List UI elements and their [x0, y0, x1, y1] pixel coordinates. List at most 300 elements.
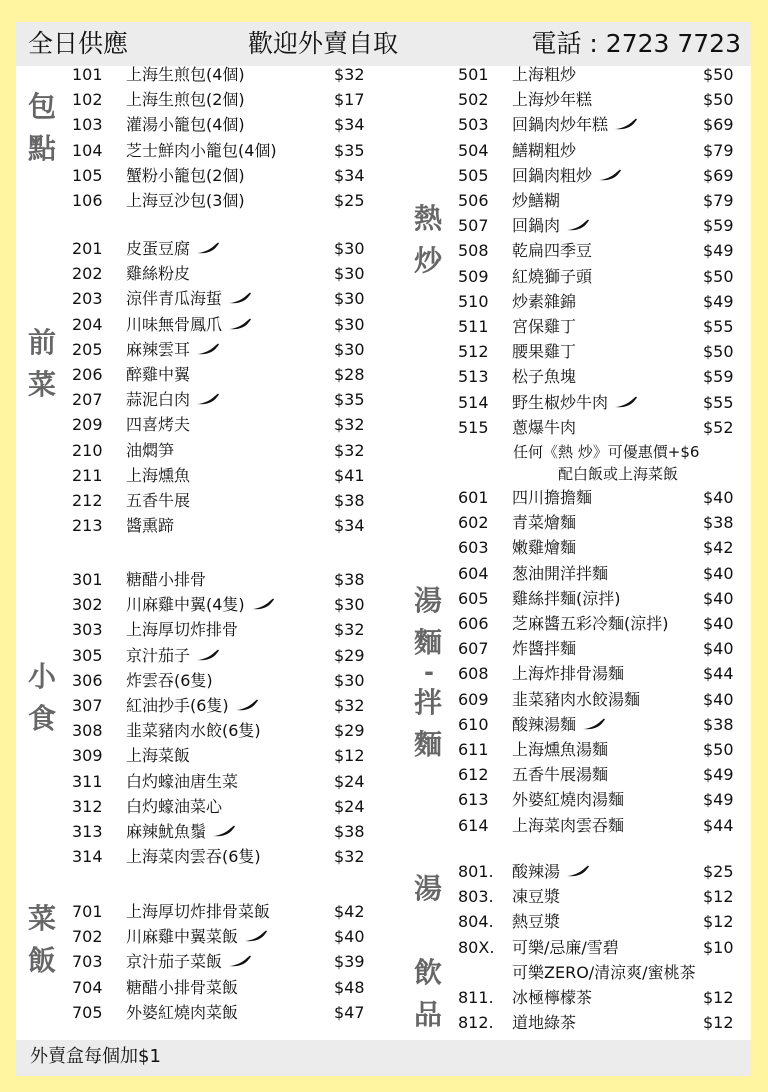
menu-item-row	[458, 985, 748, 1010]
item-code: 701	[72, 902, 103, 921]
item-price: $50	[703, 342, 734, 362]
stirfry-offer-note-2: 配白飯或上海菜飯	[558, 465, 679, 483]
item-name: 白灼蠔油唐生菜	[126, 771, 239, 791]
item-code: 206	[72, 365, 103, 384]
item-price: $47	[334, 1002, 365, 1022]
menu-item-row	[72, 138, 402, 163]
item-code: 102	[72, 90, 103, 110]
menu-item-row	[458, 687, 748, 712]
item-price: $42	[334, 902, 365, 921]
menu-item-row	[458, 390, 748, 415]
chili-pepper-icon	[582, 718, 606, 730]
item-price: $40	[334, 927, 365, 947]
item-code: 812.	[458, 1013, 494, 1033]
item-name: 蔥爆牛肉	[512, 417, 577, 437]
item-code: 305	[72, 645, 103, 665]
item-name: 青菜燴麵	[512, 513, 577, 533]
item-name: 冰極檸檬茶	[512, 988, 593, 1007]
menu-footer	[16, 1040, 751, 1076]
item-name: 韭菜豬肉水餃湯麵	[512, 689, 641, 709]
item-code: 503	[458, 115, 489, 135]
item-name: 上海厚切炸排骨	[126, 620, 239, 640]
menu-item-row	[458, 415, 748, 440]
menu-item-row	[72, 617, 402, 642]
item-price: $44	[703, 815, 734, 835]
item-code: 614	[458, 815, 489, 835]
item-name: 回鍋肉炒年糕	[512, 115, 609, 135]
category-snack: 小食	[27, 660, 56, 735]
item-name: 上海燻魚	[126, 465, 191, 485]
item-price: $79	[703, 191, 734, 210]
category-soup: 湯	[413, 872, 442, 905]
item-name: 涼伴青瓜海蜇	[126, 289, 223, 309]
chili-pepper-icon	[228, 318, 252, 330]
menu-item-row	[72, 1000, 402, 1025]
menu-item-row	[72, 567, 402, 592]
item-price: $30	[334, 595, 365, 615]
item-price: $30	[334, 339, 365, 359]
menu-item-row	[458, 238, 748, 263]
menu-item-row	[72, 899, 402, 924]
item-price: $79	[703, 140, 734, 160]
welcome-label: 歡迎外賣自取	[248, 29, 399, 58]
menu-item-row	[458, 264, 748, 289]
phone-number: 電話 : 2723 7723	[531, 29, 741, 58]
item-price: $29	[334, 721, 365, 741]
item-price: $35	[334, 390, 365, 410]
item-name: 麻辣魷魚鬚	[126, 822, 207, 841]
item-name: 乾扁四季豆	[512, 241, 593, 261]
menu-item-row	[72, 286, 402, 311]
item-code: 302	[72, 595, 103, 615]
menu-item-row	[458, 289, 748, 314]
item-name: 炒鱔糊	[512, 191, 561, 210]
item-price: $40	[703, 563, 734, 583]
menu-item-row	[72, 975, 402, 1000]
item-name: 炸醬拌麵	[512, 639, 577, 659]
item-code: 205	[72, 339, 103, 359]
menu-item-row	[458, 935, 748, 960]
menu-item-row	[458, 364, 748, 389]
chili-pepper-icon	[598, 169, 622, 181]
item-name: 上海炒年糕	[512, 90, 593, 110]
item-price: $48	[334, 977, 365, 997]
chili-pepper-icon	[566, 865, 590, 877]
menu-item-row	[458, 909, 748, 934]
menu-item-row	[458, 611, 748, 636]
item-price: $49	[703, 241, 734, 261]
item-name: 五香牛展湯麵	[512, 765, 609, 785]
item-name: 葱油開洋拌麵	[512, 563, 609, 583]
item-code: 501	[458, 65, 489, 84]
item-name: 糖醋小排骨	[126, 570, 207, 589]
item-code: 506	[458, 191, 489, 210]
menu-item-row	[72, 438, 402, 463]
item-price: $30	[334, 289, 365, 309]
menu-item-row	[72, 924, 402, 949]
item-price: $32	[334, 620, 365, 640]
item-code: 105	[72, 165, 103, 185]
item-code: 512	[458, 342, 489, 362]
item-price: $40	[703, 488, 734, 507]
item-name: 回鍋肉	[512, 216, 561, 236]
item-price: $40	[703, 689, 734, 709]
item-code: 303	[72, 620, 103, 640]
menu-item-row	[458, 314, 748, 339]
item-name: 外婆紅燒肉湯麵	[512, 790, 625, 810]
item-name: 灌湯小籠包(4個)	[126, 115, 245, 135]
menu-item-row	[458, 813, 748, 838]
item-price: $12	[703, 912, 734, 932]
item-name: 紅燒獅子頭	[512, 266, 593, 286]
item-name: 上海菜肉雲吞麵	[512, 815, 625, 835]
menu-item-row	[458, 586, 748, 611]
menu-item-row	[458, 661, 748, 686]
chili-pepper-icon	[196, 649, 220, 661]
item-name: 鱔糊粗炒	[512, 140, 577, 160]
item-price: $12	[703, 1013, 734, 1033]
menu-item-row	[458, 510, 748, 535]
item-price: $44	[703, 664, 734, 684]
item-code: 204	[72, 314, 103, 334]
item-name: 四喜烤夫	[126, 415, 191, 435]
menu-item-row	[458, 561, 748, 586]
item-code: 608	[458, 664, 489, 684]
menu-item-row	[458, 737, 748, 762]
menu-item-row	[72, 844, 402, 869]
item-name: 野生椒炒牛肉	[512, 392, 609, 412]
item-name: 糖醋小排骨菜飯	[126, 977, 239, 997]
menu-item-row	[458, 213, 748, 238]
chili-pepper-icon	[212, 825, 236, 837]
item-name: 雞絲拌麵(涼拌)	[512, 588, 621, 608]
category-drinks: 飲品	[413, 956, 442, 1031]
item-code: 803.	[458, 887, 494, 907]
item-price: $40	[703, 639, 734, 659]
item-price: $32	[334, 696, 365, 715]
category-stirfry: 熱炒	[413, 202, 442, 277]
item-name: 宮保雞丁	[512, 317, 577, 336]
item-name: 韭菜豬肉水餃(6隻)	[126, 721, 261, 741]
item-name: 紅油抄手(6隻)	[126, 696, 229, 715]
menu-item-row	[72, 693, 402, 718]
item-code: 307	[72, 696, 103, 715]
item-price: $39	[334, 952, 365, 972]
item-price: $24	[334, 796, 365, 816]
item-name: 醬熏蹄	[126, 516, 175, 536]
menu-item-row	[458, 762, 748, 787]
item-name: 可樂/忌廉/雪碧	[512, 937, 619, 957]
item-code: 309	[72, 746, 103, 766]
item-name: 皮蛋豆腐	[126, 239, 191, 258]
menu-item-row	[72, 112, 402, 137]
takeaway-box-note: 外賣盒每個加$1	[30, 1046, 161, 1067]
menu-item-row	[72, 794, 402, 819]
item-name: 外婆紅燒肉菜飯	[126, 1002, 239, 1022]
menu-item-row	[458, 339, 748, 364]
item-code: 314	[72, 847, 103, 867]
item-name: 蟹粉小籠包(2個)	[126, 165, 245, 185]
item-name: 上海炸排骨湯麵	[512, 664, 625, 684]
item-code: 313	[72, 822, 103, 841]
item-code: 209	[72, 415, 103, 435]
item-code: 603	[458, 538, 489, 558]
item-code: 507	[458, 216, 489, 236]
item-code: 514	[458, 392, 489, 412]
item-code: 101	[72, 65, 103, 84]
menu-item-row	[458, 884, 748, 909]
menu-item-row	[72, 412, 402, 437]
item-name: 炸雲吞(6隻)	[126, 670, 213, 690]
item-code: 308	[72, 721, 103, 741]
item-price: $24	[334, 771, 365, 791]
item-code: 609	[458, 689, 489, 709]
item-price: $52	[703, 417, 734, 437]
item-name: 酸辣湯	[512, 862, 561, 881]
item-code: 605	[458, 588, 489, 608]
item-code: 702	[72, 927, 103, 947]
item-price: $49	[703, 765, 734, 785]
item-code: 801.	[458, 862, 494, 881]
menu-item-row	[72, 312, 402, 337]
item-price: $40	[703, 588, 734, 608]
item-name: 回鍋肉粗炒	[512, 165, 593, 185]
item-price: $59	[703, 367, 734, 387]
category-separator: -	[424, 658, 434, 686]
item-price: $28	[334, 365, 365, 384]
chili-pepper-icon	[228, 292, 252, 304]
item-price: $25	[334, 191, 365, 210]
item-name: 川麻雞中翼菜飯	[126, 927, 239, 947]
item-code: 311	[72, 771, 103, 791]
menu-item-row	[72, 949, 402, 974]
all-day-label: 全日供應	[28, 29, 129, 58]
menu-item-row	[72, 362, 402, 387]
item-name: 上海粗炒	[512, 65, 577, 84]
item-name: 炒素雜錦	[512, 291, 577, 311]
item-price: $32	[334, 440, 365, 460]
item-code: 811.	[458, 988, 494, 1007]
item-code: 606	[458, 614, 489, 633]
item-code: 610	[458, 714, 489, 734]
menu-item-row	[72, 668, 402, 693]
item-price: $50	[703, 65, 734, 84]
item-name: 上海菜飯	[126, 746, 191, 766]
item-price: $17	[334, 90, 365, 110]
item-code: 505	[458, 165, 489, 185]
item-name: 上海生煎包(4個)	[126, 65, 245, 84]
item-price: $49	[703, 291, 734, 311]
category-appetizer: 前菜	[27, 326, 56, 401]
item-code: 508	[458, 241, 489, 261]
category-rice: 菜飯	[27, 902, 56, 977]
item-price: $32	[334, 847, 365, 867]
item-price: $25	[703, 862, 734, 881]
menu-item-row	[72, 236, 402, 261]
item-price: $35	[334, 140, 365, 160]
item-code: 515	[458, 417, 489, 437]
item-name: 上海菜肉雲吞(6隻)	[126, 847, 261, 867]
item-name: 松子魚塊	[512, 367, 577, 387]
item-price: $40	[703, 614, 734, 633]
item-code: 301	[72, 570, 103, 589]
item-price: $30	[334, 264, 365, 284]
menu-item-row	[72, 62, 402, 87]
category-noodles-mixed: 拌麵	[413, 686, 442, 761]
item-price: $34	[334, 516, 365, 536]
menu-header	[16, 22, 751, 66]
item-price: $55	[703, 392, 734, 412]
item-code: 613	[458, 790, 489, 810]
item-code: 504	[458, 140, 489, 160]
item-code: 210	[72, 440, 103, 460]
item-price: $41	[334, 465, 365, 485]
item-name: 可樂ZERO/清涼爽/蜜桃茶	[512, 962, 696, 982]
item-name: 腰果雞丁	[512, 342, 577, 362]
item-name: 蒜泥白肉	[126, 390, 191, 410]
item-code: 804.	[458, 912, 494, 932]
item-price: $55	[703, 317, 734, 336]
item-name: 油燜笋	[126, 440, 175, 460]
item-name: 芝麻醬五彩冷麵(涼拌)	[512, 614, 669, 633]
item-price: $12	[703, 988, 734, 1007]
item-name: 京汁茄子菜飯	[126, 952, 223, 972]
item-code: 207	[72, 390, 103, 410]
item-name: 四川擔擔麵	[512, 488, 593, 507]
chili-pepper-icon	[196, 393, 220, 405]
item-name: 上海生煎包(2個)	[126, 90, 245, 110]
item-code: 312	[72, 796, 103, 816]
category-noodles-soup: 湯麵	[413, 584, 442, 659]
item-name: 京汁茄子	[126, 645, 191, 665]
item-code: 509	[458, 266, 489, 286]
item-name: 上海厚切炸排骨菜飯	[126, 902, 271, 921]
chili-pepper-icon	[251, 598, 275, 610]
item-price: $30	[334, 314, 365, 334]
item-code: 705	[72, 1002, 103, 1022]
item-name: 麻辣雲耳	[126, 339, 191, 359]
menu-item-row	[458, 960, 748, 985]
item-price: $29	[334, 645, 365, 665]
menu-sheet	[16, 22, 751, 1076]
item-price: $49	[703, 790, 734, 810]
item-code: 612	[458, 765, 489, 785]
item-price: $34	[334, 165, 365, 185]
menu-item-row	[458, 138, 748, 163]
item-price: $10	[703, 937, 734, 957]
item-code: 510	[458, 291, 489, 311]
item-name: 道地綠茶	[512, 1013, 577, 1033]
menu-item-row	[72, 87, 402, 112]
item-code: 601	[458, 488, 489, 507]
menu-item-row	[458, 163, 748, 188]
menu-item-row	[72, 163, 402, 188]
menu-item-row	[72, 188, 402, 213]
menu-item-row	[458, 112, 748, 137]
menu-item-row	[72, 463, 402, 488]
chili-pepper-icon	[614, 396, 638, 408]
item-code: 607	[458, 639, 489, 659]
item-code: 306	[72, 670, 103, 690]
menu-item-row	[72, 387, 402, 412]
menu-item-row	[458, 485, 748, 510]
item-code: 611	[458, 740, 489, 759]
item-price: $12	[334, 746, 365, 766]
item-code: 602	[458, 513, 489, 533]
item-name: 芝士鮮肉小籠包(4個)	[126, 140, 277, 160]
item-price: $38	[334, 491, 365, 510]
chili-pepper-icon	[244, 930, 268, 942]
item-price: $42	[703, 538, 734, 558]
chili-pepper-icon	[614, 118, 638, 130]
item-code: 104	[72, 140, 103, 160]
item-code: 212	[72, 491, 103, 510]
item-name: 熱豆漿	[512, 912, 561, 932]
item-price: $32	[334, 415, 365, 435]
item-price: $69	[703, 165, 734, 185]
item-code: 201	[72, 239, 103, 258]
item-code: 502	[458, 90, 489, 110]
menu-item-row	[72, 643, 402, 668]
item-code: 604	[458, 563, 489, 583]
menu-item-row	[458, 636, 748, 661]
item-code: 203	[72, 289, 103, 309]
menu-item-row	[72, 743, 402, 768]
item-price: $38	[703, 513, 734, 533]
item-code: 103	[72, 115, 103, 135]
menu-item-row	[72, 819, 402, 844]
menu-item-row	[458, 87, 748, 112]
item-name: 川味無骨鳳爪	[126, 314, 223, 334]
chili-pepper-icon	[196, 343, 220, 355]
item-price: $38	[703, 714, 734, 734]
menu-item-row	[72, 718, 402, 743]
chili-pepper-icon	[196, 242, 220, 254]
item-price: $38	[334, 822, 365, 841]
item-code: 704	[72, 977, 103, 997]
menu-item-row	[72, 337, 402, 362]
item-code: 106	[72, 191, 103, 210]
item-name: 五香牛展	[126, 491, 191, 510]
menu-item-row	[458, 787, 748, 812]
chili-pepper-icon	[566, 219, 590, 231]
menu-item-row	[458, 535, 748, 560]
menu-item-row	[72, 769, 402, 794]
item-name: 白灼蠔油菜心	[126, 796, 223, 816]
item-name: 醉雞中翼	[126, 365, 191, 384]
item-code: 213	[72, 516, 103, 536]
menu-item-row	[458, 62, 748, 87]
menu-item-row	[72, 261, 402, 286]
chili-pepper-icon	[228, 955, 252, 967]
item-price: $34	[334, 115, 365, 135]
menu-item-row	[458, 859, 748, 884]
item-price: $30	[334, 670, 365, 690]
chili-pepper-icon	[235, 699, 259, 711]
item-name: 雞絲粉皮	[126, 264, 191, 284]
item-code: 80X.	[458, 937, 495, 957]
item-name: 凍豆漿	[512, 887, 561, 907]
item-price: $32	[334, 65, 365, 84]
item-price: $38	[334, 570, 365, 589]
item-name: 川麻雞中翼(4隻)	[126, 595, 245, 615]
menu-item-row	[72, 488, 402, 513]
item-name: 上海豆沙包(3個)	[126, 191, 245, 210]
stirfry-offer-note: 任何《熱 炒》可優惠價+$6	[513, 443, 700, 461]
item-code: 513	[458, 367, 489, 387]
item-name: 酸辣湯麵	[512, 714, 577, 734]
menu-item-row	[72, 592, 402, 617]
